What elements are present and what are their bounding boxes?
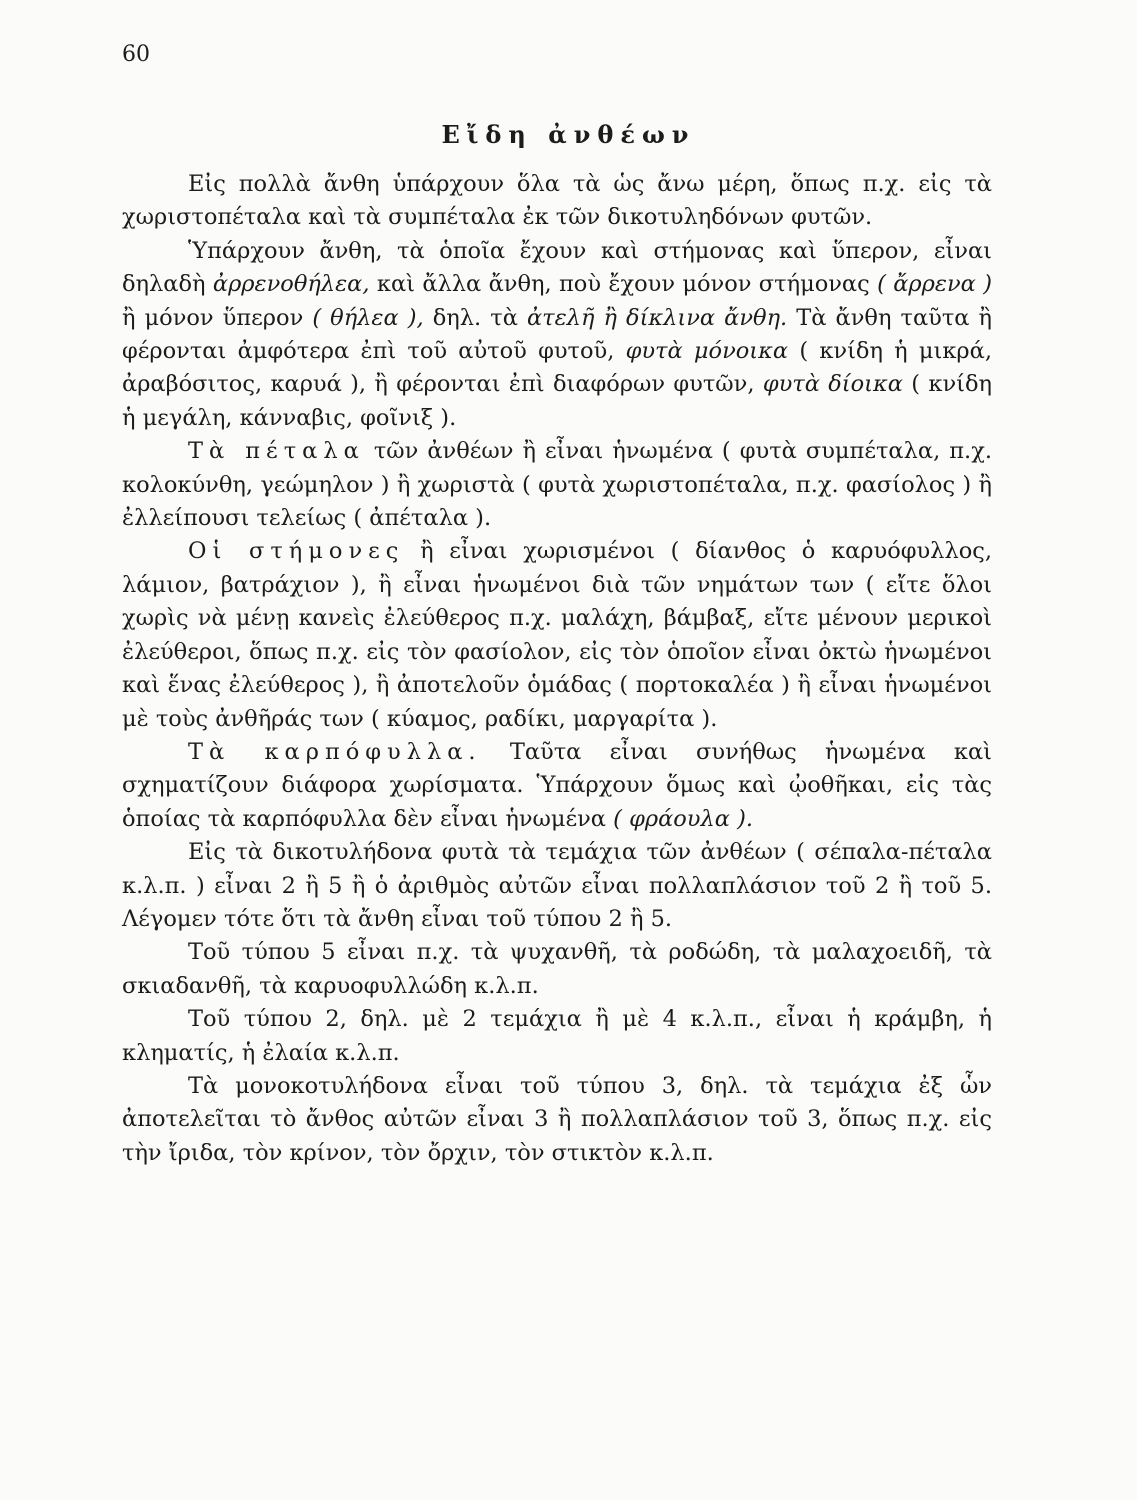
paragraph-text: Εἰς τὰ δικοτυλήδονα φυτὰ τὰ τεμάχια τῶν ἀνθέων ( σέπαλα-πέταλα κ.λ.π. ) εἶναι 2 ἢ 5 ἢ ὁ ἀριθμὸς αὐτῶν εἶναι πολλαπλάσιον τοῦ 2 ἢ τοῦ 5. Λέγομεν τότε ὅτι τὰ ἄνθη εἶναι τοῦ τύπου 2 ἢ 5. xyxy=(122,839,992,932)
spaced-term: Τὰ πέταλα xyxy=(188,438,365,465)
paragraph-text: Εἰς πολλὰ ἄνθη ὑπάρχουν ὅλα τὰ ὡς ἄνω μέρη, ὅπως π.χ. εἰς τὰ χωριστοπέταλα καὶ τὰ συμπέταλα ἐκ τῶν δικοτυληδόνων φυτῶν. xyxy=(122,171,992,231)
paragraph-monocotyledons xyxy=(122,1070,992,1170)
text-run: δηλ. τὰ xyxy=(423,304,527,331)
paragraph-text: Τὰ μονοκοτυλήδονα εἶναι τοῦ τύπου 3, δηλ. τὰ τεμάχια ἐξ ὧν ἀποτελεῖται τὸ ἄνθος αὐτῶν εἶναι 3 ἢ πολλαπλάσιον τοῦ 3, ὅπως π.χ. εἰς τὴν ἴριδα, τὸν κρίνον, τὸν ὄρχιν, τὸν στικτὸν κ.λ.π. xyxy=(122,1072,992,1166)
paragraph-type-5 xyxy=(122,936,992,1003)
paragraph-text: Τοῦ τύπου 2, δηλ. μὲ 2 τεμάχια ἢ μὲ 4 κ.λ.π., εἶναι ἡ κράμβη, ἡ κληματίς, ἡ ἐλαία κ.λ.π. xyxy=(122,1006,992,1066)
text-run: ἢ μόνον ὕπερον xyxy=(122,304,313,331)
emphasis-term: ( ἄρρενα ) xyxy=(877,271,992,298)
paragraph-petals xyxy=(122,435,992,535)
emphasis-term: ἀτελῆ ἢ δίκλινα ἄνθη. xyxy=(526,304,788,331)
paragraph-text: Τοῦ τύπου 5 εἶναι π.χ. τὰ ψυχανθῆ, τὰ ροδώδη, τὰ μαλαχοειδῆ, τὰ σκιαδανθῆ, τὰ καρυοφυλλώδη κ.λ.π. xyxy=(122,939,992,999)
page-number: 60 xyxy=(122,42,150,67)
body-text xyxy=(122,168,992,1170)
emphasis-term: ἀρρενοθήλεα, xyxy=(212,271,370,298)
text-run: Ταῦτα εἶναι συνήθως ἡνωμένα καὶ σχηματίζουν διάφορα χωρίσματα. Ὑπάρχουν ὅμως καὶ ᾠοθῆκαι, εἰς τὰς ὁποίας τὰ καρπόφυλλα δὲν εἶναι ἡνωμένα xyxy=(122,738,992,832)
emphasis-term: ( θήλεα ), xyxy=(312,304,424,331)
paragraph-dicotyledons xyxy=(122,836,992,936)
section-heading: Εἴδη ἀνθέων xyxy=(441,120,696,149)
text-run: καὶ ἄλλα ἄνθη, ποὺ ἔχουν μόνον στήμονας xyxy=(369,271,878,298)
paragraph-flower-types xyxy=(122,235,992,435)
emphasis-term: φυτὰ μόνοικα xyxy=(625,338,789,365)
paragraph-intro xyxy=(122,168,992,235)
paragraph-carpels xyxy=(122,736,992,836)
text-run: ( κνίδη ἡ μεγάλη, κάνναβις, φοῖνιξ ). xyxy=(122,371,992,431)
emphasis-term: ( φράουλα ). xyxy=(613,805,754,832)
spaced-term: Οἱ στήμονες xyxy=(188,538,405,565)
paragraph-stamens xyxy=(122,535,992,735)
text-run: ( κνίδη ἡ μικρά, ἀραβόσιτος, καρυά ), ἢ φέρονται ἐπὶ διαφόρων φυτῶν, xyxy=(122,338,992,398)
text-run: Τὰ ἄνθη ταῦτα ἢ φέρονται ἀμφότερα ἐπὶ τοῦ αὐτοῦ φυτοῦ, xyxy=(122,304,992,365)
paragraph-type-2 xyxy=(122,1003,992,1070)
text-run: Ὑπάρχουν ἄνθη, τὰ ὁποῖα ἔχουν καὶ στήμονας καὶ ὕπερον, εἶναι δηλαδὴ xyxy=(122,237,992,298)
spaced-term: Τὰ καρπόφυλλα. xyxy=(188,738,482,765)
emphasis-term: φυτὰ δίοικα xyxy=(762,371,903,398)
text-run: ἢ εἶναι χωρισμένοι ( δίανθος ὁ καρυόφυλλος, λάμιον, βατράχιον ), ἢ εἶναι ἡνωμένοι διὰ τῶν νημάτων των ( εἴτε ὅλοι χωρὶς νὰ μένῃ κανεὶς ἐλεύθερος π.χ. μαλάχη, βάμβαξ, εἴτε μένουν μερικοὶ ἐλεύθεροι, ὅπως π.χ. εἰς τὸν φασίολον, εἰς τὸν ὁποῖον εἶναι ὀκτὼ ἡνωμένοι καὶ ἕνας ἐλεύθερος ), ἢ ἀποτελοῦν ὁμάδας ( πορτοκαλέα ) ἢ εἶναι ἡνωμένοι μὲ τοὺς ἀνθῆράς των ( κύαμος, ραδίκι, μαργαρίτα ). xyxy=(122,538,993,732)
text-run: τῶν ἀνθέων ἢ εἶναι ἡνωμένα ( φυτὰ συμπέταλα, π.χ. κολοκύνθη, γεώμηλον ) ἢ χωριστὰ ( φυτὰ χωριστοπέταλα, π.χ. φασίολος ) ἢ ἐλλείπουσι τελείως ( ἀπέταλα ). xyxy=(122,438,992,532)
